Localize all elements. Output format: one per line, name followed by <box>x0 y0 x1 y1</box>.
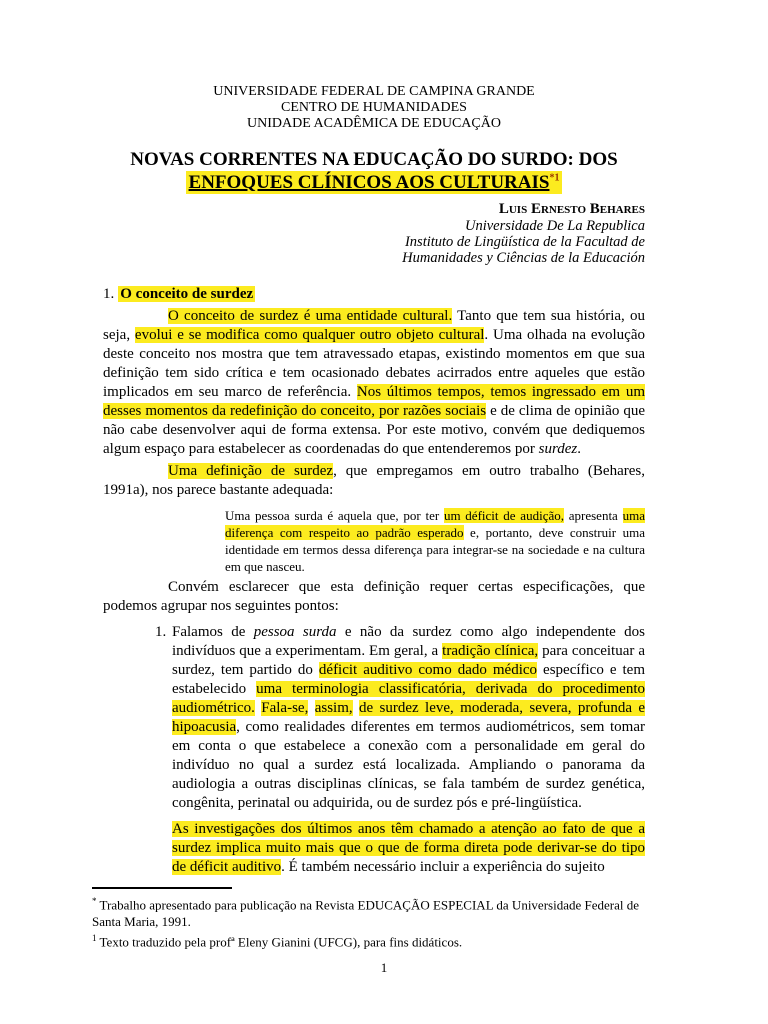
highlighted-text: O conceito de surdez é uma entidade cultural. <box>168 308 453 324</box>
text-run: para conceituar a surdez, tem partido do <box>172 643 645 678</box>
highlighted-text: de surdez leve, moderada, severa, profunda e hipoacusia <box>172 700 646 735</box>
section-heading <box>103 284 645 304</box>
page-number: 1 <box>380 960 388 975</box>
highlighted-text: um déficit de audição, <box>443 508 564 523</box>
text-run: pessoa surda <box>253 624 337 640</box>
footnote-marker: * <box>92 896 97 906</box>
paragraph <box>172 820 645 877</box>
footnote-area <box>92 887 645 951</box>
title-highlighted-text: ENFOQUES CLÍNICOS AOS CULTURAIS <box>188 172 550 193</box>
text-run: Convém esclarecer que esta definição requer certas especificações, que podemos agrupar nos seguintes pontos: <box>103 579 645 614</box>
paragraph <box>103 462 645 500</box>
author-name: Luis Ernesto Behares <box>498 201 645 217</box>
institution-header <box>103 84 645 132</box>
section-title: O conceito de surdez <box>120 286 254 302</box>
text-run: específico e tem estabelecido <box>172 662 645 697</box>
institution-line-2: CENTRO DE HUMANIDADES <box>281 100 467 115</box>
text-run: , como realidades diferentes em termos audiométricos, sem tomar em conta o que estabelece a conexão com a personalidade em geral do indivíduo no qual a surdez está localizada. Ampliando o panorama da audiologia a outras disciplinas clínicas, se fala também de surdez genética, congênita, perinatal ou adquirida, ou de surdez pós e pré-lingüística. <box>172 719 645 811</box>
text-run: e, portanto, deve construir uma identidade em termos dessa diferença para integrar-se na sociedade e na cultura em que nasceu. <box>225 525 645 574</box>
footnotes-list <box>92 893 645 951</box>
highlighted-text: assim, <box>314 700 353 716</box>
paragraph <box>103 307 645 459</box>
institution-line-1: UNIVERSIDADE FEDERAL DE CAMPINA GRANDE <box>213 84 535 99</box>
text-run: Falamos de <box>172 624 254 640</box>
paragraph <box>103 578 645 616</box>
body-text <box>103 307 645 877</box>
footnote: * Trabalho apresentado para publicação na Revista EDUCAÇÃO ESPECIAL da Universidade Federal de Santa Maria, 1991. <box>92 896 639 930</box>
text-run <box>308 700 314 716</box>
footnote-marker: 1 <box>92 933 97 944</box>
section-number: 1. <box>103 286 115 302</box>
list-item <box>103 623 645 813</box>
text-run: . É também necessário incluir a experiência do sujeito <box>281 859 605 875</box>
text-run: Tanto que tem sua história, ou seja, <box>103 308 645 343</box>
document-title <box>103 148 645 194</box>
highlighted-text: uma terminologia classificatória, derivada do procedimento audiométrico. <box>172 681 645 716</box>
highlighted-text: As investigações dos últimos anos têm chamado a atenção ao fato de que a surdez implica muito mais que o que de forma direta pode derivar-se do tipo de déficit auditivo <box>172 821 645 875</box>
highlighted-text: Nos últimos tempos, temos ingressado em um desses momentos da redefinição do conceito, por razões sociais <box>103 384 645 419</box>
text-run: , que empregamos em outro trabalho (Behares, 1991a), nos parece bastante adequada: <box>103 463 645 498</box>
author-affiliation-3: Humanidades y Ciências de la Educación <box>402 250 645 266</box>
text-run: surdez <box>538 441 578 457</box>
text-run: apresenta <box>563 508 623 523</box>
title-highlight <box>186 171 563 194</box>
highlighted-text: déficit auditivo como dado médico <box>318 662 538 678</box>
author-affiliation-1: Universidade De La Republica <box>464 218 645 234</box>
text-run: e de clima de opinião que não cabe desenvolver aqui de forma extensa. Por este motivo, convém que dediquemos algum espaço para estabelecer as coordenadas do que entenderemos por <box>103 403 646 457</box>
institution-line-3: UNIDADE ACADÊMICA DE EDUCAÇÃO <box>247 116 501 131</box>
highlighted-text: tradição clínica, <box>442 643 539 659</box>
footnote: $^1$ Texto traduzido pela profª Eleny Gianini (UFCG), para fins didáticos. <box>92 933 463 950</box>
title-line-1: NOVAS CORRENTES NA EDUCAÇÃO DO SURDO: DOS <box>130 149 618 170</box>
title-footnote-marker: *1 <box>549 172 560 184</box>
highlighted-text: uma diferença com respeito ao padrão esperado <box>225 508 645 540</box>
text-run: . <box>577 441 582 457</box>
title-line-2 <box>103 171 645 194</box>
footnote-separator <box>92 887 232 889</box>
list-item-text <box>172 623 645 813</box>
highlighted-text: Fala-se, <box>261 700 309 716</box>
highlighted-text: Uma definição de surdez <box>168 463 334 479</box>
text-run: Uma pessoa surda é aquela que, por ter <box>225 508 444 523</box>
text-run: . Uma olhada na evolução deste conceito nos mostra que tem atravessado etapas, existindo momentos em que sua definição tem sido crítica e tem ocasionado debates acirrados entre aqueles que estão implicados em seu marco de referência. <box>103 327 645 400</box>
author-affiliation-2: Instituto de Lingüística de la Facultad de <box>404 234 645 250</box>
highlighted-text: evolui e se modifica como qualquer outro objeto cultural <box>134 327 485 343</box>
author-block <box>103 201 645 266</box>
text-run: e não da surdez como algo independente dos indivíduos que a experimentam. Em geral, a <box>172 624 645 659</box>
blockquote <box>225 507 645 575</box>
list-marker: 1. <box>155 624 167 640</box>
